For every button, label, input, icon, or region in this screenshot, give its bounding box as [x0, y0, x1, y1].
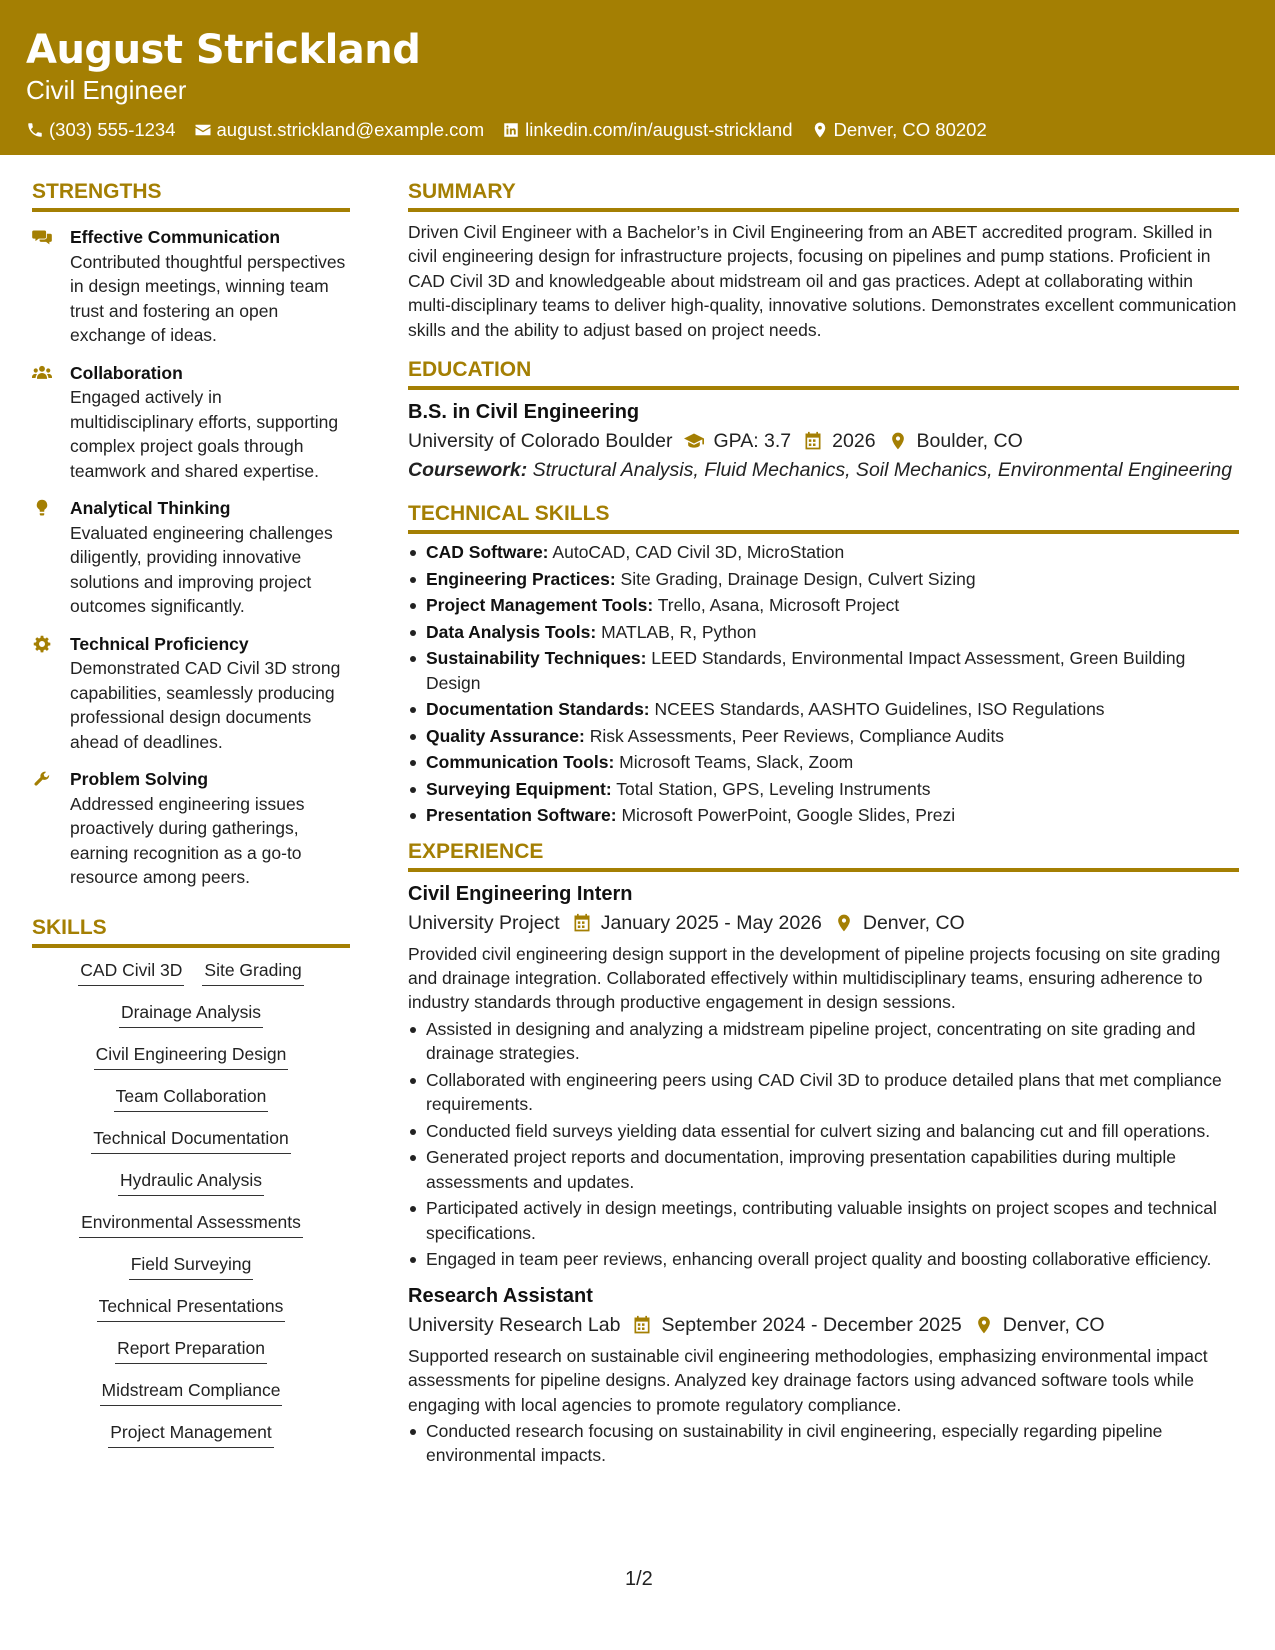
coursework: [408, 458, 1239, 482]
strength-item: [32, 496, 350, 619]
email-text: august.strickland@example.com: [216, 119, 485, 140]
job-location: Denver, CO: [862, 911, 965, 934]
degree-title: B.S. in Civil Engineering: [408, 401, 640, 424]
coursework-list: Structural Analysis, Fluid Mechanics, Soil Mechanics, Environmental Engineering: [532, 459, 1233, 482]
list-item: Communication Tools: Microsoft Teams, Slack, Zoom: [408, 750, 1239, 775]
skills-list: [32, 958, 350, 1448]
strength-item: [32, 632, 350, 755]
job-title: Research Assistant: [408, 1284, 593, 1307]
job-title: Civil Engineering Intern: [408, 882, 633, 905]
technical-skills-list: [408, 540, 1239, 828]
location-text: Denver, CO 80202: [833, 119, 987, 140]
skill-tag: Drainage Analysis: [119, 1000, 263, 1028]
list-item: Documentation Standards: NCEES Standards, AASHTO Guidelines, ISO Regulations: [408, 697, 1239, 722]
skill-tag: Hydraulic Analysis: [118, 1168, 264, 1196]
strength-text: Engaged actively in multidisciplinary efforts, supporting complex project goals through teamwork and shared expertise.: [70, 387, 339, 481]
experience-heading: EXPERIENCE: [408, 838, 1239, 872]
skills-heading: SKILLS: [32, 914, 350, 948]
strength-text: Contributed thoughtful perspectives in design meetings, winning team trust and fostering an open exchange of ideas.: [70, 251, 346, 345]
job-summary: Supported research on sustainable civil engineering methodologies, emphasizing environmental impact assessments for pipeline designs. Analyzed key drainage factors using advanced software tools while engaging with local agencies to promote regulatory compliance.: [408, 1345, 1208, 1415]
list-item: Sustainability Techniques: LEED Standards, Environmental Impact Assessment, Green Building Design: [408, 646, 1239, 695]
skill-tag: Midstream Compliance: [100, 1378, 283, 1406]
list-item: Collaborated with engineering peers using CAD Civil 3D to produce detailed plans that met compliance requirements.: [408, 1068, 1239, 1117]
page-number: 1/2: [625, 1568, 653, 1590]
skill-tag: Technical Presentations: [97, 1294, 286, 1322]
job-dates: September 2024 - December 2025: [661, 1313, 962, 1336]
job-meta: [408, 908, 1239, 938]
job-meta: [408, 1310, 1239, 1340]
gear-icon: [32, 635, 52, 653]
list-item: Engineering Practices: Site Grading, Drainage Design, Culvert Sizing: [408, 567, 1239, 592]
list-item: CAD Software: AutoCAD, CAD Civil 3D, MicroStation: [408, 540, 1239, 565]
skill-tag: Report Preparation: [115, 1336, 267, 1364]
strength-title: Collaboration: [70, 362, 183, 383]
skill-tag: Environmental Assessments: [79, 1210, 303, 1238]
list-item: Data Analysis Tools: MATLAB, R, Python: [408, 620, 1239, 645]
list-item: Project Management Tools: Trello, Asana, Microsoft Project: [408, 593, 1239, 618]
candidate-role: Civil Engineer: [26, 75, 187, 105]
candidate-name: August Strickland: [26, 27, 421, 73]
resume-header: [0, 0, 1275, 155]
gpa-text: GPA: 3.7: [713, 430, 792, 453]
strength-title: Technical Proficiency: [70, 633, 249, 654]
map-marker-icon: [974, 1315, 994, 1335]
education-meta: [408, 426, 1239, 456]
strength-text: Addressed engineering issues proactively during gatherings, earning recognition as a go-to resource among peers.: [70, 793, 305, 887]
users-icon: [32, 364, 52, 382]
strengths-heading: STRENGTHS: [32, 178, 350, 212]
job-dates: January 2025 - May 2026: [600, 911, 822, 934]
job-entry: [408, 1282, 1239, 1468]
map-marker-icon: [811, 121, 829, 139]
school-location: Boulder, CO: [916, 430, 1023, 453]
summary-text: Driven Civil Engineer with a Bachelor’s in Civil Engineering from an ABET accredited program. Skilled in civil engineering design for infrastructure projects, focusing on pipelines and pump stations. Proficient in CAD Civil 3D and knowledgeable about midstream oil and gas practices. Adept at collaborating within multi-disciplinary teams to deliver high-quality, innovative solutions. Demonstrates excellent communication skills and the ability to adjust based on project needs.: [408, 222, 1237, 340]
contact-email[interactable]: [194, 118, 485, 142]
contact-linkedin[interactable]: [502, 118, 792, 142]
strength-item: [32, 225, 350, 348]
skill-tag: Project Management: [108, 1420, 273, 1448]
contact-phone[interactable]: [26, 118, 176, 142]
calendar-icon: [572, 913, 592, 933]
job-location: Denver, CO: [1002, 1313, 1105, 1336]
list-item: Quality Assurance: Risk Assessments, Peer Reviews, Compliance Audits: [408, 724, 1239, 749]
job-bullets: [408, 1419, 1239, 1468]
comments-icon: [32, 228, 52, 246]
skill-tag: Field Surveying: [129, 1252, 254, 1280]
strength-title: Problem Solving: [70, 769, 209, 789]
linkedin-icon: [502, 121, 520, 139]
coursework-label: Coursework:: [408, 459, 528, 482]
education-heading: EDUCATION: [408, 356, 1239, 390]
right-column: [408, 178, 1239, 1470]
list-item: Conducted research focusing on sustainability in civil engineering, especially regarding pipeline environmental impacts.: [408, 1419, 1239, 1468]
graduation-cap-icon: [684, 431, 704, 451]
envelope-icon: [194, 121, 212, 139]
list-item: Surveying Equipment: Total Station, GPS, Leveling Instruments: [408, 777, 1239, 802]
list-item: Conducted field surveys yielding data essential for culvert sizing and balancing cut and fill operations.: [408, 1119, 1239, 1144]
map-marker-icon: [888, 431, 908, 451]
job-org: University Project: [408, 911, 560, 934]
summary-heading: SUMMARY: [408, 178, 1239, 212]
graduation-year: 2026: [832, 430, 876, 453]
list-item: Generated project reports and documentation, improving presentation capabilities during multiple assessments and updates.: [408, 1145, 1239, 1194]
strength-item: [32, 361, 350, 484]
job-summary: Provided civil engineering design support in the development of pipeline projects focusing on site grading and drainage integration. Collaborated effectively within multidisciplinary teams, ensuring adherence to industry standards through productive engagement in design sessions.: [408, 943, 1221, 1013]
skill-tag: Site Grading: [202, 958, 303, 986]
job-entry: [408, 880, 1239, 1272]
job-bullets: [408, 1017, 1239, 1272]
contact-bar: [26, 118, 1249, 142]
list-item: Participated actively in design meetings, contributing valuable insights on project scopes and technical specifications.: [408, 1196, 1239, 1245]
calendar-icon: [632, 1315, 652, 1335]
contact-location: [811, 118, 987, 142]
list-item: Presentation Software: Microsoft PowerPoint, Google Slides, Prezi: [408, 803, 1239, 828]
list-item: Assisted in designing and analyzing a midstream pipeline project, concentrating on site grading and drainage strategies.: [408, 1017, 1239, 1066]
strength-title: Analytical Thinking: [70, 498, 231, 518]
wrench-icon: [32, 770, 52, 788]
job-org: University Research Lab: [408, 1313, 621, 1336]
skill-tag: Technical Documentation: [91, 1126, 291, 1154]
skill-tag: CAD Civil 3D: [78, 958, 184, 986]
strength-text: Demonstrated CAD Civil 3D strong capabilities, seamlessly producing professional design documents ahead of deadlines.: [70, 658, 341, 752]
school-name: University of Colorado Boulder: [408, 430, 673, 453]
strength-title: Effective Communication: [70, 227, 281, 247]
strengths-list: [32, 225, 350, 890]
skill-tag: Civil Engineering Design: [94, 1042, 289, 1070]
list-item: Engaged in team peer reviews, enhancing overall project quality and boosting collaborative efficiency.: [408, 1247, 1239, 1272]
strength-item: [32, 767, 350, 890]
skill-tag: Team Collaboration: [114, 1084, 269, 1112]
map-marker-icon: [834, 913, 854, 933]
strength-text: Evaluated engineering challenges diligently, providing innovative solutions and improving project outcomes significantly.: [70, 522, 333, 616]
technical-skills-heading: TECHNICAL SKILLS: [408, 500, 1239, 534]
phone-text: (303) 555-1234: [49, 119, 176, 140]
phone-icon: [26, 121, 44, 139]
linkedin-text: linkedin.com/in/august-strickland: [525, 119, 793, 140]
calendar-icon: [803, 431, 823, 451]
left-column: [32, 178, 350, 1448]
lightbulb-icon: [32, 499, 52, 517]
